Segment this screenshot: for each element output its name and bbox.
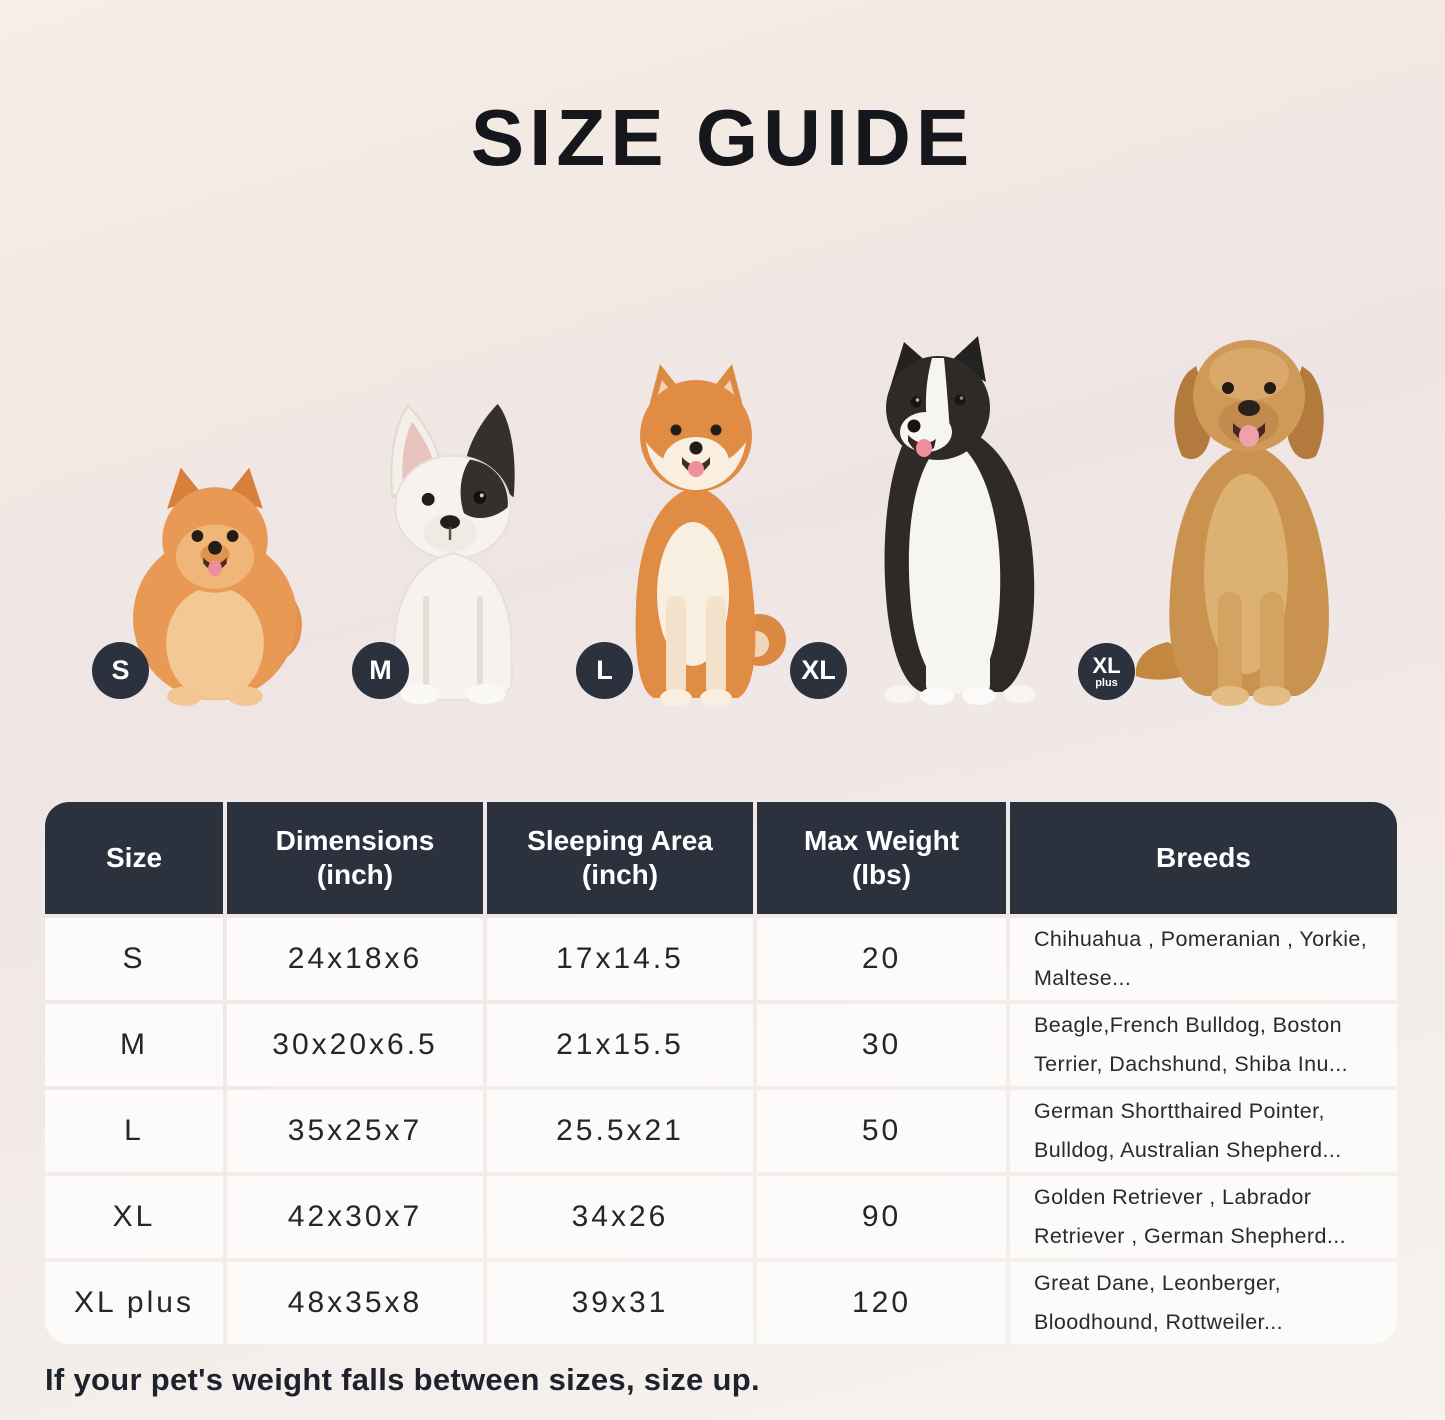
table-cell-size: S	[45, 918, 223, 1000]
border-collie-icon	[852, 336, 1067, 708]
table-cell-size: XL plus	[45, 1262, 223, 1344]
size-badge-m	[352, 642, 409, 699]
table-cell-breeds: German Shortthaired Pointer, Bulldog, Australian Shepherd...	[1010, 1090, 1397, 1172]
table-cell-breeds: Golden Retriever , Labrador Retriever , German Shepherd...	[1010, 1176, 1397, 1258]
size-badge-l	[576, 642, 633, 699]
table-cell-sleeping-area: 34x26	[487, 1176, 753, 1258]
page-title: SIZE GUIDE	[470, 93, 975, 182]
table-cell-breeds: Chihuahua , Pomeranian , Yorkie, Maltese...	[1010, 918, 1397, 1000]
column-header-size	[45, 802, 223, 914]
column-header-breeds-label: Breeds	[1156, 842, 1251, 874]
golden-retriever-icon	[1132, 312, 1367, 708]
table-cell-sleeping-area: 21x15.5	[487, 1004, 753, 1086]
size-badge-xl-label: XL	[801, 655, 836, 685]
table-cell-dimensions: 30x20x6.5	[227, 1004, 483, 1086]
table-cell-dimensions: 35x25x7	[227, 1090, 483, 1172]
table-cell-max-weight: 90	[757, 1176, 1006, 1258]
column-header-dimensions-label: Dimensions	[275, 825, 435, 857]
size-badge-xl-plus	[1078, 643, 1135, 700]
size-badge-l-label: L	[596, 655, 613, 685]
column-header-size-label: Size	[105, 842, 163, 874]
table-cell-max-weight: 120	[757, 1262, 1006, 1344]
pomeranian-icon	[122, 454, 308, 706]
column-header-max-weight-unit: (lbs)	[851, 859, 912, 890]
table-cell-sleeping-area: 17x14.5	[487, 918, 753, 1000]
column-header-sleeping-area	[487, 802, 753, 914]
column-header-breeds	[1010, 802, 1397, 914]
size-badge-s	[92, 642, 149, 699]
table-cell-sleeping-area: 39x31	[487, 1262, 753, 1344]
dog-border-collie-figure	[852, 336, 1067, 708]
table-cell-size: XL	[45, 1176, 223, 1258]
column-header-dimensions-unit: (inch)	[316, 859, 394, 890]
size-badge-xl-plus-sublabel: plus	[1095, 676, 1118, 689]
table-cell-breeds: Great Dane, Leonberger, Bloodhound, Rottweiler...	[1010, 1262, 1397, 1344]
table-cell-dimensions: 42x30x7	[227, 1176, 483, 1258]
dog-pomeranian-figure	[122, 454, 308, 706]
size-badge-xl	[790, 642, 847, 699]
size-badge-s-label: S	[111, 655, 130, 685]
table-cell-max-weight: 30	[757, 1004, 1006, 1086]
column-header-sleeping-area-unit: (inch)	[581, 859, 659, 890]
fit-note: If your pet's weight falls between sizes, size up.	[45, 1362, 760, 1397]
column-header-sleeping-area-label: Sleeping Area	[527, 825, 713, 857]
table-cell-size: L	[45, 1090, 223, 1172]
table-cell-sleeping-area: 25.5x21	[487, 1090, 753, 1172]
dog-golden-retriever-figure	[1132, 312, 1367, 708]
table-cell-dimensions: 48x35x8	[227, 1262, 483, 1344]
table-cell-breeds: Beagle,French Bulldog, Boston Terrier, Dachshund, Shiba Inu...	[1010, 1004, 1397, 1086]
table-cell-max-weight: 20	[757, 918, 1006, 1000]
table-cell-size: M	[45, 1004, 223, 1086]
size-badge-m-label: M	[369, 655, 392, 685]
column-header-max-weight-label: Max Weight	[803, 825, 960, 857]
table-cell-dimensions: 24x18x6	[227, 918, 483, 1000]
column-header-max-weight	[757, 802, 1006, 914]
column-header-dimensions	[227, 802, 483, 914]
size-guide-table	[45, 802, 1397, 1344]
size-badge-xl-plus-label: XL	[1092, 652, 1121, 678]
dog-size-lineup	[0, 290, 1445, 710]
table-cell-max-weight: 50	[757, 1090, 1006, 1172]
